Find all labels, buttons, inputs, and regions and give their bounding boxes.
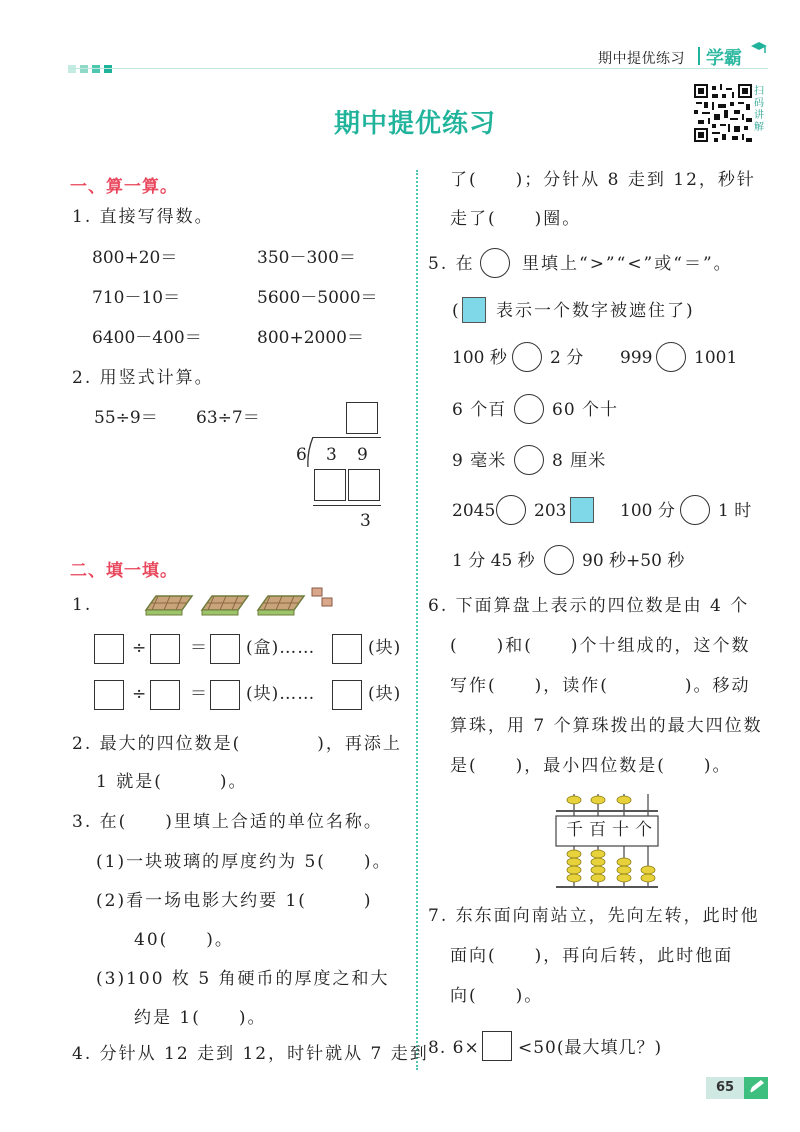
compare-left: 100 秒 [452, 348, 507, 368]
compare-circle[interactable] [512, 342, 542, 372]
remainder: 3 [360, 511, 373, 531]
question-fill-3-3: (3)100 枚 5 角硬币的厚度之和大 [96, 969, 390, 989]
question-fill-3-1: (1)一块玻璃的厚度约为 5( )。 [96, 852, 392, 872]
hidden-digit-square [462, 297, 486, 323]
page-number: 65 [706, 1077, 744, 1099]
division-expr: 55÷9＝ [94, 408, 158, 428]
answer-box[interactable] [150, 680, 180, 710]
compare-right: 1 时 [718, 501, 752, 521]
question-6-line3: 写作( )，读作( )。移动 [450, 676, 751, 696]
answer-box[interactable] [210, 680, 240, 710]
compare-right: 1001 [694, 348, 738, 368]
divisor: 6 [296, 445, 309, 465]
question-6-line2: ( )和( )个十组成的，这个数 [450, 636, 751, 656]
answer-box[interactable] [150, 634, 180, 664]
quotient-box[interactable] [346, 402, 378, 434]
division-bar [313, 437, 381, 438]
unit-label: (块)…… [246, 684, 316, 704]
question-6-line4: 算珠，用 7 个算珠拨出的最大四位数 [450, 716, 763, 736]
compare-circle[interactable] [514, 394, 544, 424]
answer-box[interactable] [482, 1031, 512, 1061]
calc-item: 710－10＝ [92, 288, 181, 308]
compare-left: 999 [620, 348, 653, 368]
compare-circle[interactable] [680, 495, 710, 525]
compare-circle[interactable] [514, 445, 544, 475]
compare-left: 2045 [452, 501, 496, 521]
question-fill-2: 2. 最大的四位数是( )，再添上 [72, 734, 402, 754]
answer-box[interactable] [332, 680, 362, 710]
question-fill-3: 3. 在( )里填上合适的单位名称。 [72, 812, 383, 832]
product-box[interactable] [314, 469, 346, 501]
qr-label: 扫码讲解 [754, 86, 764, 133]
question-6-line5: 是( )，最小四位数是( )。 [450, 756, 732, 776]
question-6: 6. 下面算盘上表示的四位数是由 4 个 [428, 596, 750, 616]
question-fill-4: 4. 分针从 12 走到 12，时针就从 7 走到 [72, 1044, 429, 1064]
calc-item: 350－300＝ [257, 248, 356, 268]
unit-label: (块) [368, 638, 402, 658]
equals-sign: ＝ [190, 638, 209, 658]
answer-box[interactable] [210, 634, 240, 664]
note-open: ( [452, 301, 461, 321]
section-title-fill: 二、填一填。 [70, 561, 178, 581]
dividend-digit: 9 [357, 445, 370, 465]
answer-box[interactable] [332, 634, 362, 664]
question-8: 8. 6× [428, 1038, 480, 1058]
answer-box[interactable] [94, 680, 124, 710]
question-7-line2: 面向( )，再向后转，此时他面 [450, 946, 734, 966]
compare-right: 90 秒+50 秒 [582, 551, 685, 571]
compare-right: 8 厘米 [552, 451, 607, 471]
qr-code-icon[interactable] [694, 84, 752, 142]
divide-sign: ÷ [132, 684, 149, 704]
compare-left: 100 分 [620, 501, 675, 521]
calc-item: 800+2000＝ [257, 328, 364, 348]
header-rule [68, 68, 768, 69]
calc-item: 5600－5000＝ [257, 288, 378, 308]
calc-item: 6400－400＝ [92, 328, 202, 348]
question-4-cont: 了( )；分针从 8 走到 12，秒针 [450, 170, 756, 190]
unit-label: (盒)…… [246, 638, 316, 658]
compare-right: 2 分 [550, 348, 584, 368]
question-2: 2. 用竖式计算。 [72, 368, 214, 388]
compare-circle[interactable] [544, 545, 574, 575]
question-5: 5. 在 [428, 254, 475, 274]
graduation-cap-icon [750, 40, 768, 59]
divide-sign: ÷ [132, 638, 149, 658]
subtraction-bar [313, 505, 381, 506]
question-fill-1: 1. [72, 595, 93, 615]
chocolate-boxes-image [142, 584, 342, 624]
section-title-calc: 一、算一算。 [70, 177, 178, 197]
unit-label: (块) [368, 684, 402, 704]
compare-circle[interactable] [656, 342, 686, 372]
column-divider [416, 170, 418, 1070]
question-7: 7. 东东面向南站立，先向左转，此时他 [428, 906, 760, 926]
header-separator [698, 47, 700, 65]
answer-box[interactable] [94, 634, 124, 664]
hidden-digit-square [570, 497, 594, 523]
calc-item: 800+20＝ [92, 248, 178, 268]
question-1: 1. 直接写得数。 [72, 207, 214, 227]
question-fill-3-3-cont: 约是 1( )。 [134, 1008, 267, 1028]
question-fill-2-cont: 1 就是( )。 [96, 772, 248, 792]
division-expr: 63÷7＝ [196, 408, 260, 428]
compare-right: 203 [534, 501, 567, 521]
product-box[interactable] [348, 469, 380, 501]
question-fill-3-2: (2)看一场电影大约要 1( ) [96, 891, 373, 911]
question-4-cont-2: 走了( )圈。 [450, 209, 582, 229]
question-5-text: 里填上“>”“<”或“＝”。 [522, 254, 733, 274]
question-fill-3-2-cont: 40( )。 [134, 930, 234, 950]
compare-left: 6 个百 [452, 400, 507, 420]
page-title: 期中提优练习 [334, 109, 497, 139]
compare-circle [480, 248, 510, 278]
note-text: 表示一个数字被遮住了) [496, 301, 695, 321]
compare-left: 9 毫米 [452, 451, 507, 471]
brand-logo: 学霸 [706, 48, 742, 69]
equals-sign: ＝ [190, 684, 209, 704]
compare-left: 1 分 45 秒 [452, 551, 535, 571]
header-title: 期中提优练习 [598, 51, 685, 67]
pencil-icon [744, 1077, 768, 1099]
abacus-image [552, 792, 662, 894]
question-7-line3: 向( )。 [450, 986, 544, 1006]
abacus-place-labels: 千百十个 [566, 820, 658, 840]
question-8-text: <50(最大填几？) [518, 1038, 663, 1058]
dividend-digit: 3 [326, 445, 339, 465]
compare-right: 60 个十 [552, 400, 619, 420]
compare-circle[interactable] [496, 495, 526, 525]
